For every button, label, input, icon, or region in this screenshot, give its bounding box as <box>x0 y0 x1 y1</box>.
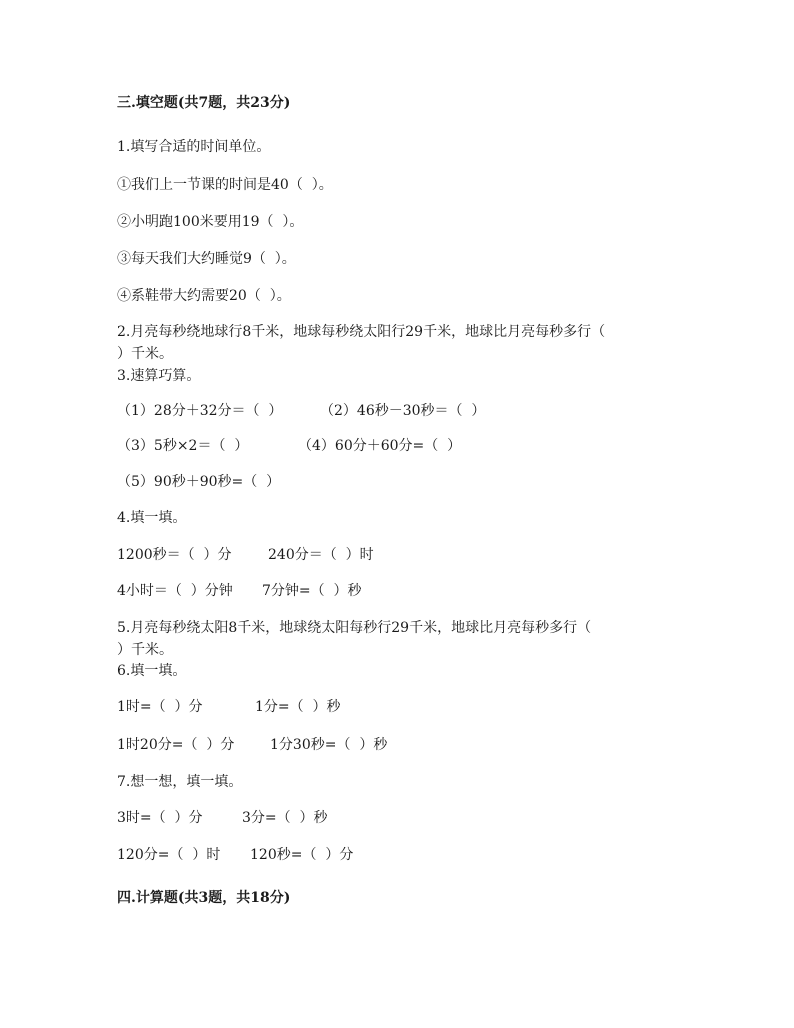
question-3-item-2: （2）46秒－30秒＝（ ） <box>320 403 486 419</box>
question-7-title: 7.想一想，填一填。 <box>117 774 243 790</box>
question-1-item-4: ④系鞋带大约需要20（ ）。 <box>117 288 291 304</box>
question-3-item-4: （4）60分＋60分=（ ） <box>298 438 462 454</box>
question-3-item-1: （1）28分＋32分＝（ ） <box>117 403 283 419</box>
question-1-item-2: ②小明跑100米要用19（ ）。 <box>117 214 304 230</box>
question-6-item-1: 1时=（ ）分 <box>117 699 203 715</box>
question-7-item-3: 120分=（ ）时 <box>117 847 221 863</box>
question-1-title: 1.填写合适的时间单位。 <box>117 139 271 155</box>
question-6-item-4: 1分30秒=（ ）秒 <box>270 737 388 753</box>
question-1-item-1: ①我们上一节课的时间是40（ ）。 <box>117 177 333 193</box>
question-4-item-1: 1200秒＝（ ）分 <box>117 547 232 563</box>
question-4-item-2: 240分＝（ ）时 <box>268 547 374 563</box>
question-4-item-3: 4小时＝（ ）分钟 <box>117 583 233 599</box>
question-3-item-5: （5）90秒＋90秒=（ ） <box>117 474 281 490</box>
question-7-item-1: 3时=（ ）分 <box>117 810 203 826</box>
question-7-item-4: 120秒=（ ）分 <box>250 847 354 863</box>
question-1-item-3: ③每天我们大约睡觉9（ ）。 <box>117 251 296 267</box>
question-2-line-1: 2.月亮每秒绕地球行8千米，地球每秒绕太阳行29千米，地球比月亮每秒多行（ <box>117 324 606 340</box>
question-6-item-3: 1时20分=（ ）分 <box>117 737 235 753</box>
question-3-item-3: （3）5秒×2＝（ ） <box>117 438 249 454</box>
question-6-title: 6.填一填。 <box>117 663 187 679</box>
question-4-title: 4.填一填。 <box>117 510 187 526</box>
section-heading-calculation: 四.计算题(共3题，共18分) <box>117 890 291 906</box>
question-7-item-2: 3分=（ ）秒 <box>242 810 328 826</box>
question-5-line-2: ）千米。 <box>117 642 173 658</box>
question-4-item-4: 7分钟=（ ）秒 <box>262 583 362 599</box>
section-heading-fill-in: 三.填空题(共7题，共23分) <box>117 95 291 111</box>
question-5-line-1: 5.月亮每秒绕太阳8千米，地球绕太阳每秒行29千米，地球比月亮每秒多行（ <box>117 620 592 636</box>
question-2-line-2: ）千米。 <box>117 346 173 362</box>
question-6-item-2: 1分=（ ）秒 <box>255 699 341 715</box>
question-3-title: 3.速算巧算。 <box>117 368 201 384</box>
